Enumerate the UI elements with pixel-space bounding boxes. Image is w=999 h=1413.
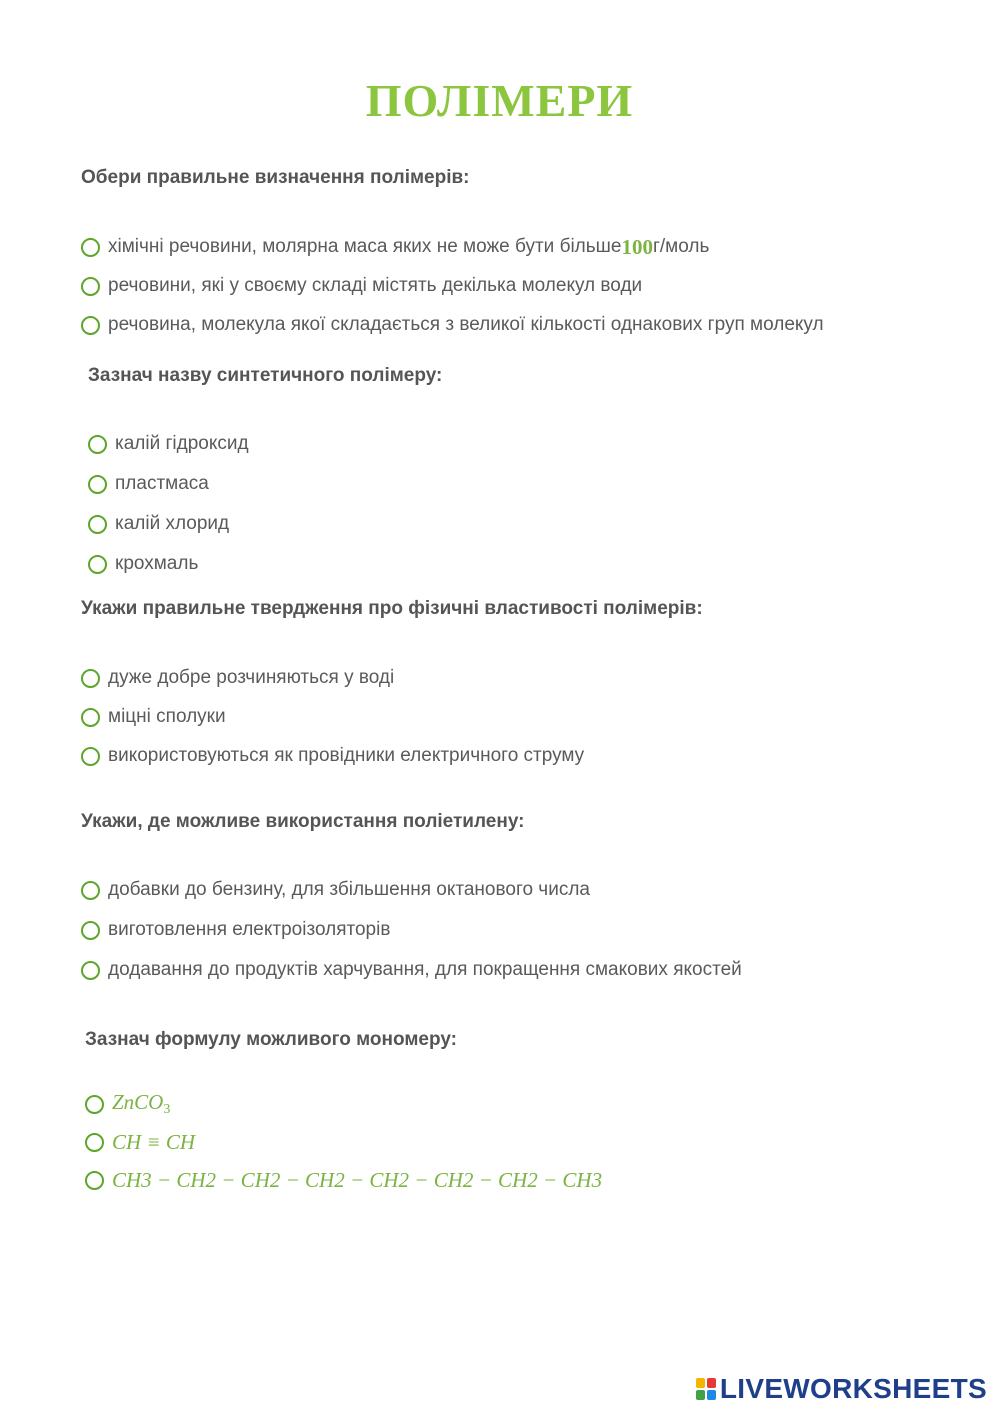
- option-label: використовуються як провідники електричного струму: [108, 745, 585, 766]
- option-label: речовини, які у своєму складі містять декілька молекул води: [108, 275, 643, 296]
- page-title: ПОЛІМЕРИ: [365, 75, 634, 126]
- radio-button[interactable]: [85, 1133, 104, 1152]
- radio-button[interactable]: [81, 881, 100, 900]
- q3-option-3[interactable]: [81, 743, 584, 769]
- radio-button[interactable]: [88, 555, 107, 574]
- option-label: пластмаса: [115, 473, 209, 494]
- formula-subscript: 3: [163, 1102, 171, 1117]
- radio-button[interactable]: [81, 961, 100, 980]
- option-number: 100: [621, 234, 653, 259]
- option-label: калій гідроксид: [115, 433, 249, 454]
- q5-option-1[interactable]: [85, 1091, 170, 1117]
- option-label: речовина, молекула якої складається з великої кількості однакових груп молекул: [108, 314, 824, 335]
- question-1-text: Обери правильне визначення полімерів:: [81, 167, 470, 188]
- option-label: виготовлення електроізоляторів: [108, 919, 391, 940]
- q2-option-1[interactable]: [88, 431, 249, 457]
- q3-option-2[interactable]: [81, 704, 226, 730]
- option-label: хімічні речовини, молярна маса яких не може бути більше: [108, 236, 622, 257]
- logo-square: [707, 1390, 716, 1400]
- logo-square: [696, 1390, 705, 1400]
- q5-option-3[interactable]: [85, 1167, 602, 1193]
- q2-option-4[interactable]: [88, 551, 198, 577]
- formula: CH ≡ CH: [112, 1129, 196, 1154]
- q2-option-3[interactable]: [88, 511, 229, 537]
- question-2-text: Зазнач назву синтетичного полімеру:: [88, 365, 443, 386]
- q4-option-1[interactable]: [81, 877, 590, 903]
- formula: CH3 − CH2 − CH2 − CH2 − CH2 − CH2 − CH2 − CH3: [112, 1167, 603, 1192]
- q5-option-2[interactable]: [85, 1129, 195, 1155]
- q4-option-3[interactable]: [81, 957, 742, 983]
- option-label: добавки до бензину, для збільшення октанового числа: [108, 879, 590, 900]
- logo-text: LIVEWORKSHEETS: [719, 1373, 987, 1404]
- formula: [112, 1090, 170, 1118]
- radio-button[interactable]: [88, 435, 107, 454]
- option-label: додавання до продуктів харчування, для покращення смакових якостей: [108, 959, 742, 980]
- question-3-text: Укажи правильне твердження про фізичні властивості полімерів:: [81, 598, 703, 619]
- q1-option-3[interactable]: [81, 312, 824, 338]
- logo-mark-icon: [696, 1378, 716, 1400]
- radio-button[interactable]: [81, 921, 100, 940]
- option-unit: г/моль: [652, 236, 710, 257]
- radio-button[interactable]: [81, 316, 100, 335]
- radio-button[interactable]: [81, 238, 100, 257]
- radio-button[interactable]: [81, 277, 100, 296]
- option-label: міцні сполуки: [108, 706, 226, 727]
- radio-button[interactable]: [81, 708, 100, 727]
- radio-button[interactable]: [85, 1171, 104, 1190]
- q4-option-2[interactable]: [81, 917, 390, 943]
- radio-button[interactable]: [88, 515, 107, 534]
- q2-option-2[interactable]: [88, 471, 209, 497]
- option-label: крохмаль: [115, 553, 199, 574]
- radio-button[interactable]: [81, 669, 100, 688]
- radio-button[interactable]: [81, 747, 100, 766]
- question-4-text: Укажи, де можливе використання поліетилену:: [81, 811, 525, 832]
- liveworksheets-logo[interactable]: [696, 1373, 987, 1405]
- formula-main: ZnCO: [112, 1090, 164, 1114]
- q3-option-1[interactable]: [81, 665, 394, 691]
- radio-button[interactable]: [88, 475, 107, 494]
- option-label: дуже добре розчиняються у воді: [108, 667, 395, 688]
- q1-option-2[interactable]: [81, 273, 642, 299]
- logo-square: [696, 1378, 705, 1388]
- q1-option-1[interactable]: [81, 234, 709, 260]
- radio-button[interactable]: [85, 1095, 104, 1114]
- logo-square: [707, 1378, 716, 1388]
- option-label: калій хлорид: [115, 513, 230, 534]
- question-5-text: Зазнач формулу можливого мономеру:: [85, 1029, 457, 1050]
